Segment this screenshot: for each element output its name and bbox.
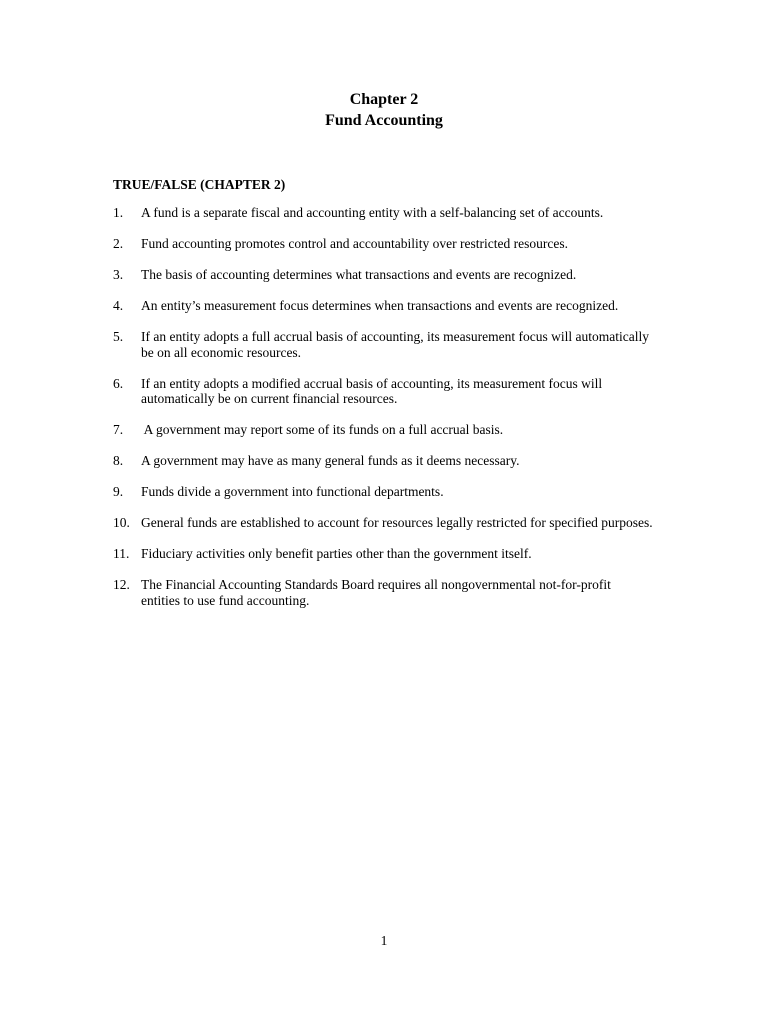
question-number: 1. <box>113 205 124 220</box>
question-number: 3. <box>113 267 124 282</box>
chapter-title: Fund Accounting <box>325 112 443 129</box>
question-number: 5. <box>113 329 124 344</box>
question-text: The basis of accounting determines what transactions and events are recognized. <box>141 267 577 282</box>
question-number: 10. <box>113 515 130 530</box>
question-item <box>113 484 653 500</box>
question-item <box>113 422 653 438</box>
question-text: An entity’s measurement focus determines when transactions and events are recognized. <box>141 298 619 313</box>
page-number: 1 <box>380 933 388 948</box>
question-text: A fund is a separate fiscal and accounting entity with a self-balancing set of accounts. <box>141 205 604 220</box>
question-number: 6. <box>113 375 124 391</box>
question-text: Fiduciary activities only benefit parties other than the government itself. <box>141 546 532 561</box>
question-text: If an entity adopts a modified accrual basis of accounting, its measurement focus will automatically be on current financial resources. <box>141 375 603 406</box>
question-item <box>113 329 653 360</box>
question-text: General funds are established to account for resources legally restricted for specified purposes. <box>141 515 653 530</box>
question-number: 12. <box>113 577 130 592</box>
question-number: 2. <box>113 236 124 251</box>
question-item <box>113 577 653 608</box>
question-item <box>113 515 653 531</box>
question-item <box>113 205 653 221</box>
question-text: Fund accounting promotes control and accountability over restricted resources. <box>141 236 568 251</box>
question-item <box>113 546 653 562</box>
question-text: A government may have as many general funds as it deems necessary. <box>141 453 520 468</box>
question-item <box>113 298 653 314</box>
question-item <box>113 267 653 283</box>
section-heading: TRUE/FALSE (CHAPTER 2) <box>113 177 286 192</box>
question-number: 7. <box>113 422 124 437</box>
question-item <box>113 376 653 407</box>
question-text: If an entity adopts a full accrual basis of accounting, its measurement focus will automatically be on all economic resources. <box>141 329 649 360</box>
question-item <box>113 236 653 252</box>
question-number: 9. <box>113 484 124 499</box>
title-block <box>0 89 768 131</box>
question-number: 11. <box>113 546 130 561</box>
question-text: Funds divide a government into functional departments. <box>141 484 444 499</box>
question-text: The Financial Accounting Standards Board requires all nongovernmental not-for-profit entities to use fund accounting. <box>141 577 611 608</box>
question-number: 4. <box>113 298 124 313</box>
question-text: A government may report some of its funds on a full accrual basis. <box>141 422 504 437</box>
question-item <box>113 453 653 469</box>
question-list <box>113 205 653 608</box>
chapter-label: Chapter 2 <box>349 91 419 108</box>
question-number: 8. <box>113 453 124 468</box>
